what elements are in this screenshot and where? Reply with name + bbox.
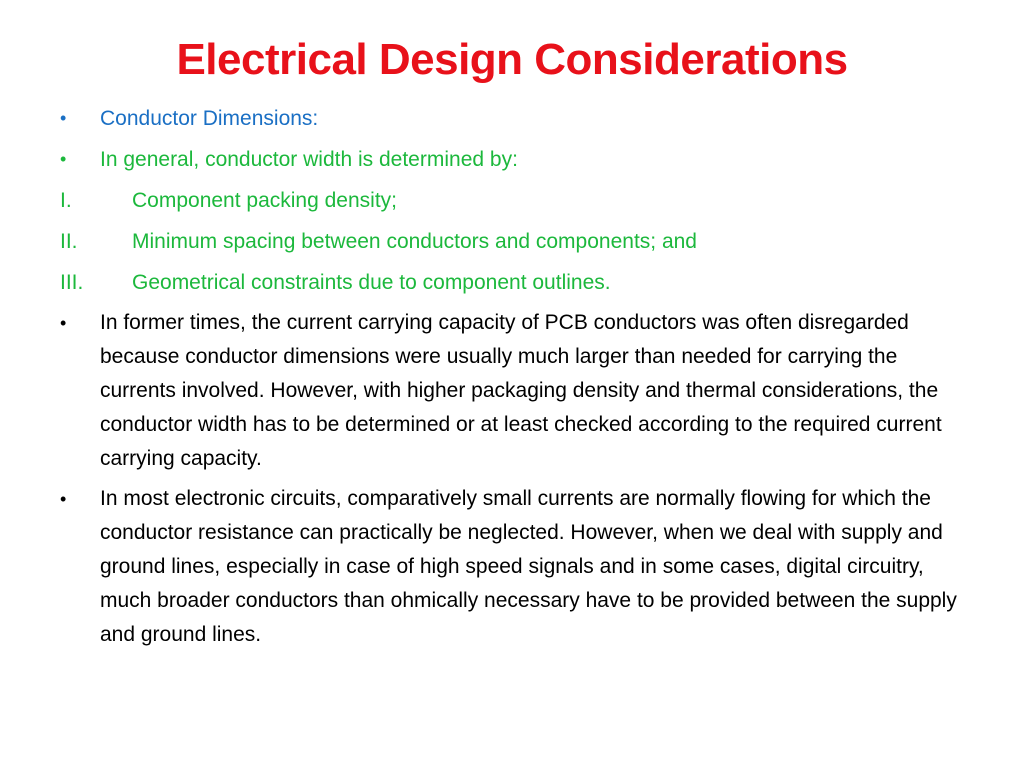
list-item-text: Geometrical constraints due to component outlines. [132,271,611,294]
slide-title: Electrical Design Considerations [176,35,848,84]
list-item-text: Conductor Dimensions: [100,107,319,130]
list-item [0,180,1024,221]
roman-numeral-marker: III. [60,271,84,294]
list-item [0,482,1024,652]
list-item-text: Component packing density; [132,189,397,212]
list-item-text: In general, conductor width is determined by: [100,148,518,171]
bullet-marker: • [60,313,67,333]
list-item [0,306,1024,476]
bullet-marker: • [60,108,67,128]
list-item [0,221,1024,262]
list-item-text: In most electronic circuits, comparatively small currents are normally flowing for which the conductor resistance can practically be neglected. However, when we deal with supply and ground lines, especially in case of high speed signals and in some cases, digital circuitry, much broader conductors than ohmically necessary have to be provided between the supply and ground lines. [100,487,957,646]
bullet-marker: • [60,149,67,169]
slide-body [0,98,1024,658]
list-item [0,139,1024,180]
bullet-marker: • [60,489,67,509]
roman-numeral-marker: II. [60,230,78,253]
list-item [0,262,1024,303]
list-item-text: Minimum spacing between conductors and components; and [132,230,697,253]
roman-numeral-marker: I. [60,189,72,212]
list-item [0,98,1024,139]
list-item-text: In former times, the current carrying capacity of PCB conductors was often disregarded because conductor dimensions were usually much larger than needed for carrying the currents involved. However, with higher packaging density and thermal considerations, the conductor width has to be determined or at least checked according to the required current carrying capacity. [100,311,942,470]
